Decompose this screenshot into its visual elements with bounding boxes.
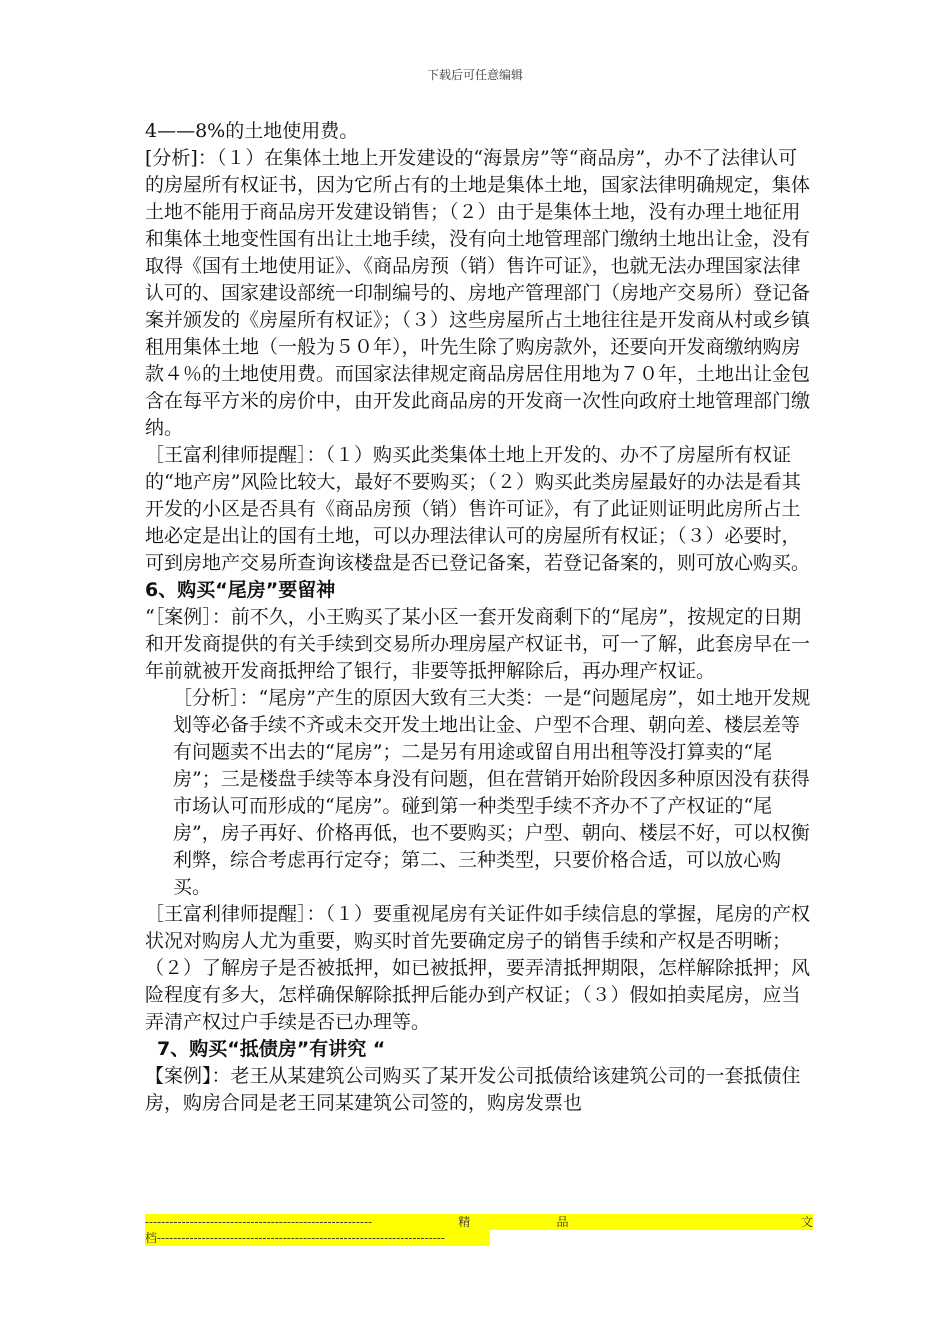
page-header: 下载后可任意编辑 — [426, 68, 523, 82]
paragraph-fee: 4——8%的土地使用费。 — [145, 120, 359, 142]
paragraph-analysis-1: [分析]：（１）在集体土地上开发建设的“海景房”等“商品房”，办不了法律认可的房屋所有权证书，因为它所占有的土地是集体土地，国家法律明确规定，集体土地不能用于商品房开发建设销售；（２）由于是集体土地，没有办理土地征用和集体土地变性国有出让土地手续，没有向土地管理部门缴纳土地出让金，没有取得《国有土地使用证》、《商品房预（销）售许可证》，也就无法办理国家法律认可的、国家建设部统一印制编号的、房地产管理部门（房地产交易所）登记备案并颁发的《房屋所有权证》；（３）这些房屋所占土地往往是开发商从村或乡镇租用集体土地（一般为５０年），叶先生除了购房款外，还要向开发商缴纳购房款４％的土地使用费。而国家法律规定商品房居住用地为７０年，土地出让金包含在每平方米的房价中，由开发此商品房的开发商一次性向政府土地管理部门缴纳。 — [145, 147, 811, 439]
footer-word-1: 精 — [458, 1215, 471, 1229]
paragraph-case-7: 【案例】：老王从某建筑公司购买了某开发公司抵债给该建筑公司的一套抵债住房，购房合同是老王同某建筑公司签的，购房发票也 — [145, 1065, 801, 1114]
page-footer — [145, 1214, 813, 1250]
paragraph-analysis-6: ［分析］：“尾房”产生的原因大致有三大类：一是“问题尾房”，如土地开发规划等必备手续不齐或未交开发土地出让金、户型不合理、朝向差、楼层差等有问题卖不出去的“尾房”；二是另有用途或留自用出租等没打算卖的“尾房”；三是楼盘手续等本身没有问题，但在营销开始阶段因多种原因没有获得市场认可而形成的“尾房”。碰到第一种类型手续不齐办不了产权证的“尾房”，房子再好、价格再低，也不要购买；户型、朝向、楼层不好，可以权衡利弊，综合考虑再行定夺；第二、三种类型，只要价格合适，可以放心购买。 — [173, 687, 811, 898]
paragraph-case-6: “［案例］：前不久，小王购买了某小区一套开发商剩下的“尾房”，按规定的日期和开发商提供的有关手续到交易所办理房屋产权证书，可一了解，此套房早在一年前就被开发商抵押给了银行，非要等抵押解除后，再办理产权证。 — [145, 606, 811, 682]
footer-word-2: 品 — [556, 1215, 569, 1229]
paragraph-lawyer-tip-1: ［王富利律师提醒］：（１）购买此类集体土地上开发的、办不了房屋所有权证的“地产房”风险比较大，最好不要购买；（２）购买此类房屋最好的办法是看其开发的小区是否具有《商品房预（销）售许可证》，有了此证则证明此房所占土地必定是出让的国有土地，可以办理法律认可的房屋所有权证；（３）必要时，可到房地产交易所查询该楼盘是否已登记备案，若登记备案的，则可放心购买。 — [145, 444, 811, 574]
footer-dashes: -------------------------------------------------------- — [145, 1215, 373, 1229]
footer-word-3: 文 — [800, 1215, 813, 1229]
paragraph-lawyer-tip-6: ［王富利律师提醒］：（１）要重视尾房有关证件如手续信息的掌握，尾房的产权状况对购房人尤为重要，购买时首先要确定房子的销售手续和产权是否明晰；（２）了解房子是否被抵押，如已被抵押，要弄清抵押期限，怎样解除抵押；风险程度有多大，怎样确保解除抵押后能办到产权证；（３）假如拍卖尾房，应当弄清产权过户手续是否已办理等。 — [145, 903, 811, 1033]
footer-line-1 — [145, 1214, 813, 1230]
section-heading-7: 7、购买“抵债房”有讲究 “ — [157, 1038, 386, 1060]
section-heading-6: 6、购买“尾房”要留神 — [145, 579, 336, 601]
footer-line-2: 档----------------------------------------------------------------------- — [145, 1230, 490, 1246]
document-body — [145, 118, 813, 1117]
